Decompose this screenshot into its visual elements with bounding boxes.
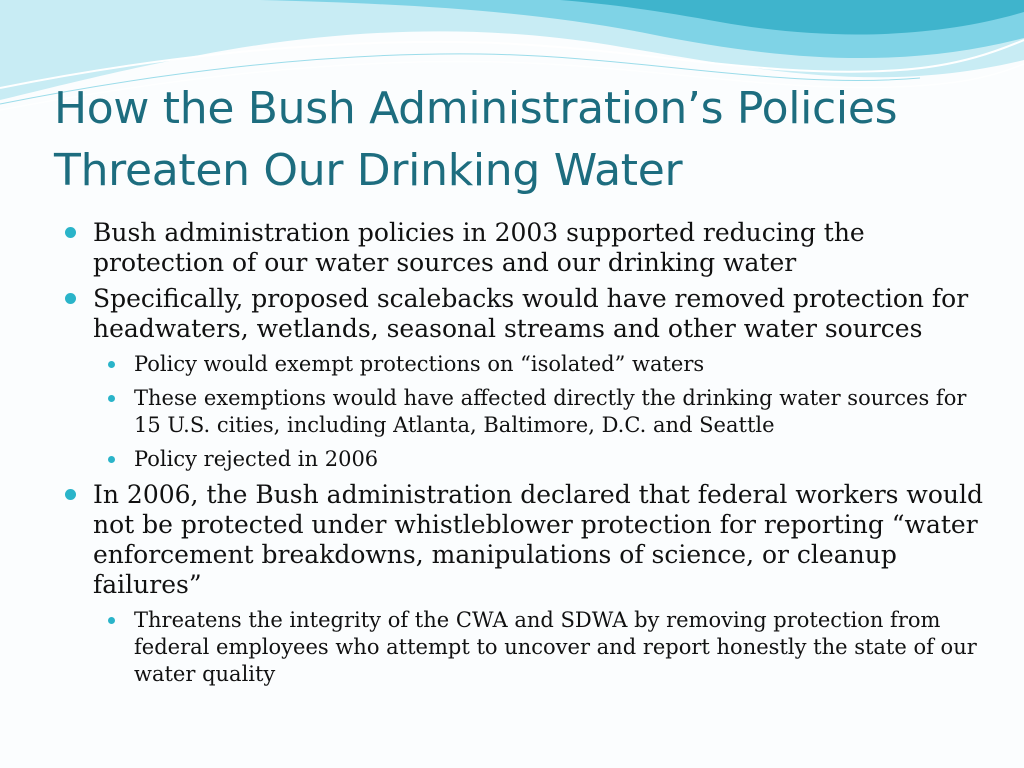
bullet-item-2 — [62, 284, 992, 473]
sub-bullet-item — [93, 351, 992, 378]
sub-bullet-item — [93, 607, 992, 688]
sub-bullet-dot-icon — [108, 395, 115, 402]
sub-bullet-dot-icon — [108, 361, 115, 368]
sub-bullet-list — [93, 607, 992, 688]
sub-bullet-list — [93, 351, 992, 473]
slide-title — [54, 78, 994, 202]
bullet-dot-icon — [65, 293, 76, 304]
slide-title-line-1: How the Bush Administration’s Policies — [54, 83, 898, 134]
sub-bullet-dot-icon — [108, 456, 115, 463]
sub-bullet-text: These exemptions would have affected directly the drinking water sources for 15 U.S. cities, including Atlanta, Baltimore, D.C. and Seattle — [134, 386, 967, 437]
bullet-text: Bush administration policies in 2003 supported reducing the protection of our water sources and our drinking water — [93, 218, 865, 277]
bullet-item-3 — [62, 480, 992, 688]
slide-title-line-2: Threaten Our Drinking Water — [54, 145, 683, 196]
sub-bullet-item — [93, 446, 992, 473]
sub-bullet-dot-icon — [108, 617, 115, 624]
sub-bullet-text: Threatens the integrity of the CWA and SDWA by removing protection from federal employees who attempt to uncover and report honestly the state of our water quality — [134, 608, 977, 686]
bullet-list — [62, 218, 992, 695]
bullet-text: In 2006, the Bush administration declared that federal workers would not be protected under whistleblower protection for reporting “water enforcement breakdowns, manipulations of science, or cleanup failures” — [93, 480, 983, 599]
sub-bullet-text: Policy would exempt protections on “isolated” waters — [134, 352, 705, 376]
bullet-dot-icon — [65, 489, 76, 500]
sub-bullet-text: Policy rejected in 2006 — [134, 447, 379, 471]
sub-bullet-item — [93, 385, 992, 439]
bullet-text: Specifically, proposed scalebacks would have removed protection for headwaters, wetlands, seasonal streams and other water sources — [93, 284, 969, 343]
bullet-item-1 — [62, 218, 992, 278]
bullet-dot-icon — [65, 227, 76, 238]
